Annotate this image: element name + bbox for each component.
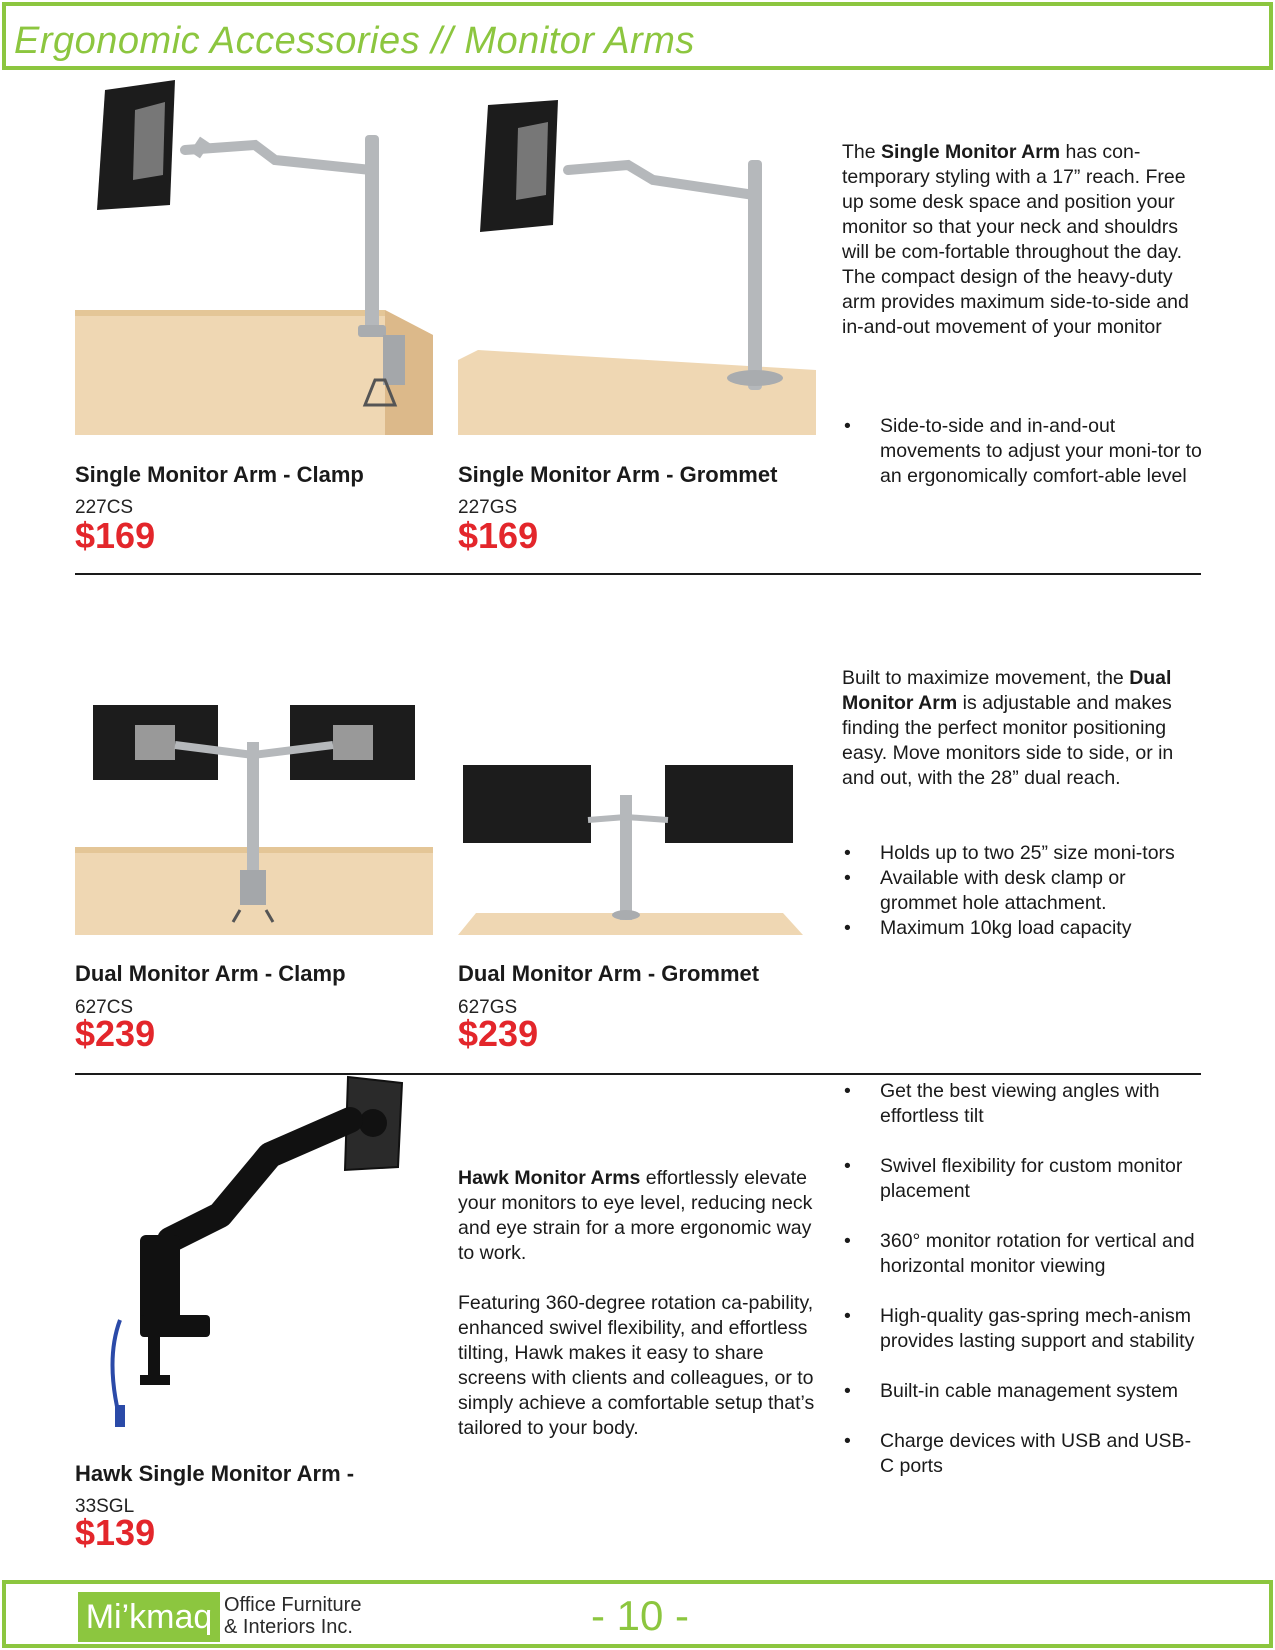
- hawk-arm-description: Hawk Monitor Arms effortlessly elevate your monitors to eye level, reducing neck and eye strain for a more ergonomic way to work. Featuring 360-degree rotation ca-pability, enhanced swivel flexibility, and effortless tilting, Hawk makes it easy to share screens with clients and colleagues, or to simply achieve a comfortable setup that’s tailored to your body.: [458, 1167, 815, 1439]
- product-highlight: Hawk Monitor Arms: [458, 1167, 641, 1189]
- section-divider: [75, 573, 1201, 575]
- hawk-arm-features: [842, 1079, 1202, 1504]
- list-item: • Charge devices with USB and USB-C ports: [842, 1429, 1202, 1479]
- product-sku: 227GS: [458, 497, 518, 518]
- product-sku: 627CS: [75, 997, 134, 1018]
- company-name: Office Furniture & Interiors Inc.: [224, 1594, 362, 1638]
- list-item: • 360° monitor rotation for vertical and horizontal monitor viewing: [842, 1229, 1202, 1279]
- single-arm-features: [842, 414, 1202, 489]
- product-name: Single Monitor Arm - Clamp: [75, 462, 364, 487]
- list-item: • High-quality gas-spring mech-anism provides lasting support and stability: [842, 1304, 1202, 1354]
- dual-arm-description: Built to maximize movement, the Dual Monitor Arm is adjustable and makes finding the perfect monitor positioning easy. Move monitors side to side, or in and out, with the 28” dual reach.: [842, 667, 1174, 789]
- hawk-arm-illustration: [100, 1075, 410, 1435]
- list-item: • Get the best viewing angles with effortless tilt: [842, 1079, 1202, 1129]
- page-number: - 10 -: [591, 1592, 690, 1639]
- company-logo: Mi’kmaq: [78, 1592, 220, 1642]
- page-header: [2, 2, 1273, 70]
- product-sku: 227CS: [75, 497, 134, 518]
- single-arm-clamp-image: [75, 80, 433, 435]
- dual-arm-clamp-image: [75, 700, 433, 935]
- product-price: $169: [75, 515, 156, 556]
- product-sku: 627GS: [458, 997, 518, 1018]
- product-price: $169: [458, 515, 539, 556]
- page-title: Ergonomic Accessories // Monitor Arms: [14, 20, 695, 62]
- dual-arm-grommet-image: [458, 755, 803, 935]
- single-arm-description: The Single Monitor Arm has con-temporary styling with a 17” reach. Free up some desk space and position your monitor so that your neck and shouldrs will be com-fortable throughout the day. The compact design of the heavy-duty arm provides maximum side-to-side and in-and-out movement of your monitor: [842, 141, 1189, 338]
- list-item: • Holds up to two 25” size moni-tors: [842, 841, 1202, 866]
- single-arm-grommet-image: [458, 100, 816, 435]
- product-highlight: Single Monitor Arm: [881, 141, 1061, 163]
- dual-arm-features: [842, 841, 1202, 941]
- dual-arm-grommet-illustration: [458, 755, 803, 935]
- product-name: Single Monitor Arm - Grommet: [458, 462, 778, 487]
- single-arm-grommet-illustration: [458, 100, 816, 435]
- list-item: • Built-in cable management system: [842, 1379, 1202, 1404]
- list-item: • Available with desk clamp or grommet hole attachment.: [842, 866, 1202, 916]
- product-name: Dual Monitor Arm - Grommet: [458, 961, 760, 986]
- product-price: $139: [75, 1512, 156, 1553]
- product-price: $239: [75, 1013, 156, 1054]
- product-sku: 33SGL: [75, 1496, 135, 1517]
- list-item: • Swivel flexibility for custom monitor placement: [842, 1154, 1202, 1204]
- page-footer: [2, 1580, 1273, 1648]
- list-item: • Side-to-side and in-and-out movements to adjust your moni-tor to an ergonomically comfort-able level: [842, 414, 1202, 489]
- list-item: • Maximum 10kg load capacity: [842, 916, 1202, 941]
- dual-arm-clamp-illustration: [75, 700, 433, 935]
- product-name: Dual Monitor Arm - Clamp: [75, 961, 346, 986]
- hawk-arm-image: [100, 1075, 410, 1435]
- product-highlight: Dual Monitor Arm: [842, 667, 1172, 714]
- product-name: Hawk Single Monitor Arm -: [75, 1461, 355, 1486]
- single-arm-clamp-illustration: [75, 80, 433, 435]
- product-price: $239: [458, 1013, 539, 1054]
